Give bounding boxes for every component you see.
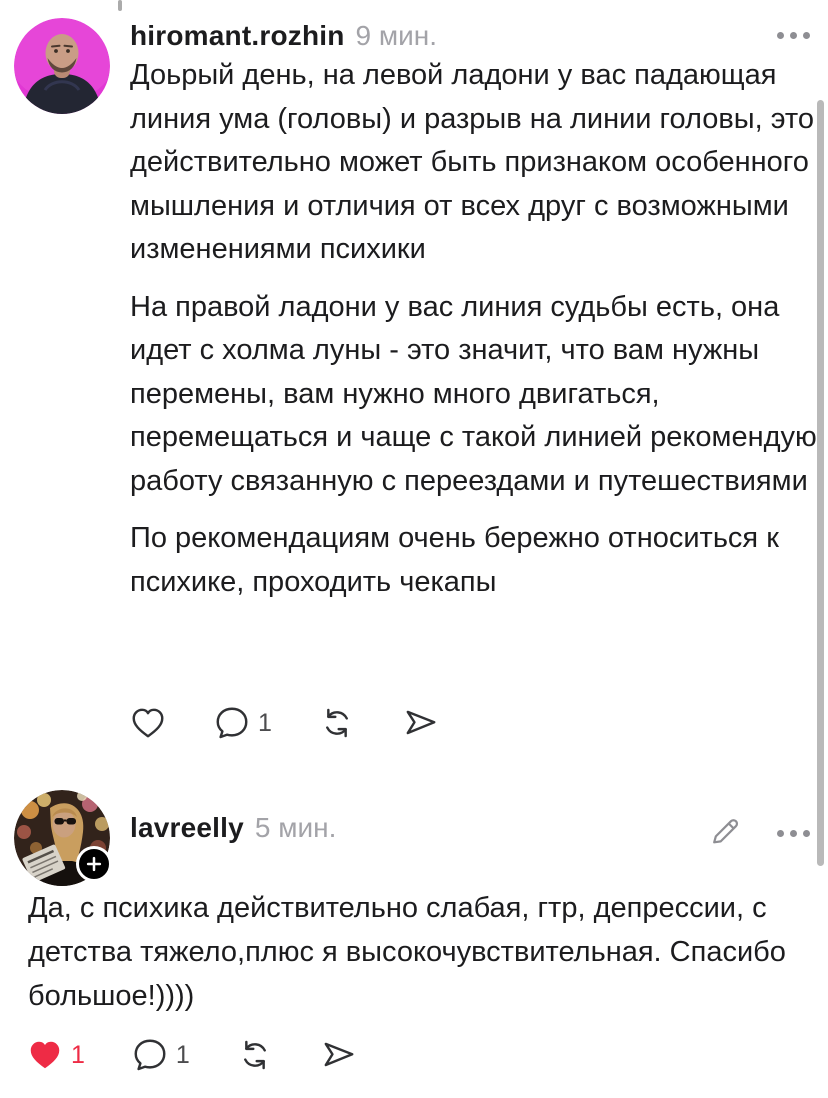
avatar[interactable] [14,18,110,114]
username[interactable]: hiromant.rozhin [130,20,345,51]
action-bar [26,1036,358,1074]
comment-body [130,54,820,604]
comment-paragraph: На правой ладони у вас линия судьбы есть, она идет с холма луны - это значит, что вам нужны перемены, вам нужно много двигаться, перемещаться и чаще с такой линией рекомендую работу связанную с переездами и путешествиями [130,290,817,497]
like-button[interactable] [26,1036,85,1074]
reply-button[interactable] [131,1036,190,1074]
heart-icon [129,704,167,742]
comment-paragraph: Доьрый день, на левой ладони у вас падающая линия ума (головы) и разрыв на линии головы, это действительно может быть признаком особенного мышления и отличия от всех друг с возможными изменениями психики [130,59,814,265]
timestamp: 9 мин. [355,20,438,51]
share-button[interactable] [320,1036,358,1074]
avatar-photo [14,18,110,114]
speech-bubble-icon [131,1036,169,1074]
comment-header [130,20,437,52]
avatar[interactable] [14,790,110,886]
thread-connector-line [118,0,122,11]
like-count: 1 [71,1040,85,1069]
edit-button[interactable] [706,814,742,853]
repost-icon [236,1036,274,1074]
share-button[interactable] [402,704,440,742]
share-icon [402,704,440,742]
repost-icon [318,704,356,742]
timestamp: 5 мин. [254,812,337,843]
repost-button[interactable] [318,704,356,742]
heart-icon-filled [26,1036,64,1074]
comment-paragraph: Да, с психика действительно слабая, гтр, депрессии, с детства тяжело,плюс я высокочувствительная. Спасибо большое!)))) [28,892,786,1012]
share-icon [320,1036,358,1074]
username[interactable]: lavreelly [130,812,244,843]
plus-icon [85,855,103,873]
follow-plus-badge[interactable] [76,846,112,882]
action-bar [129,704,440,742]
repost-button[interactable] [236,1036,274,1074]
comment-body [28,886,802,1018]
more-options-icon[interactable] [777,830,810,837]
comment-header [130,812,336,844]
more-options-icon[interactable] [777,32,810,39]
comment-paragraph: По рекомендациям очень бережно относиться к психике, проходить чекапы [130,522,779,598]
like-button[interactable] [129,704,167,742]
pencil-icon [706,814,742,850]
reply-count: 1 [175,1040,190,1069]
speech-bubble-icon [213,704,251,742]
reply-button[interactable] [213,704,272,742]
reply-count: 1 [258,708,272,737]
